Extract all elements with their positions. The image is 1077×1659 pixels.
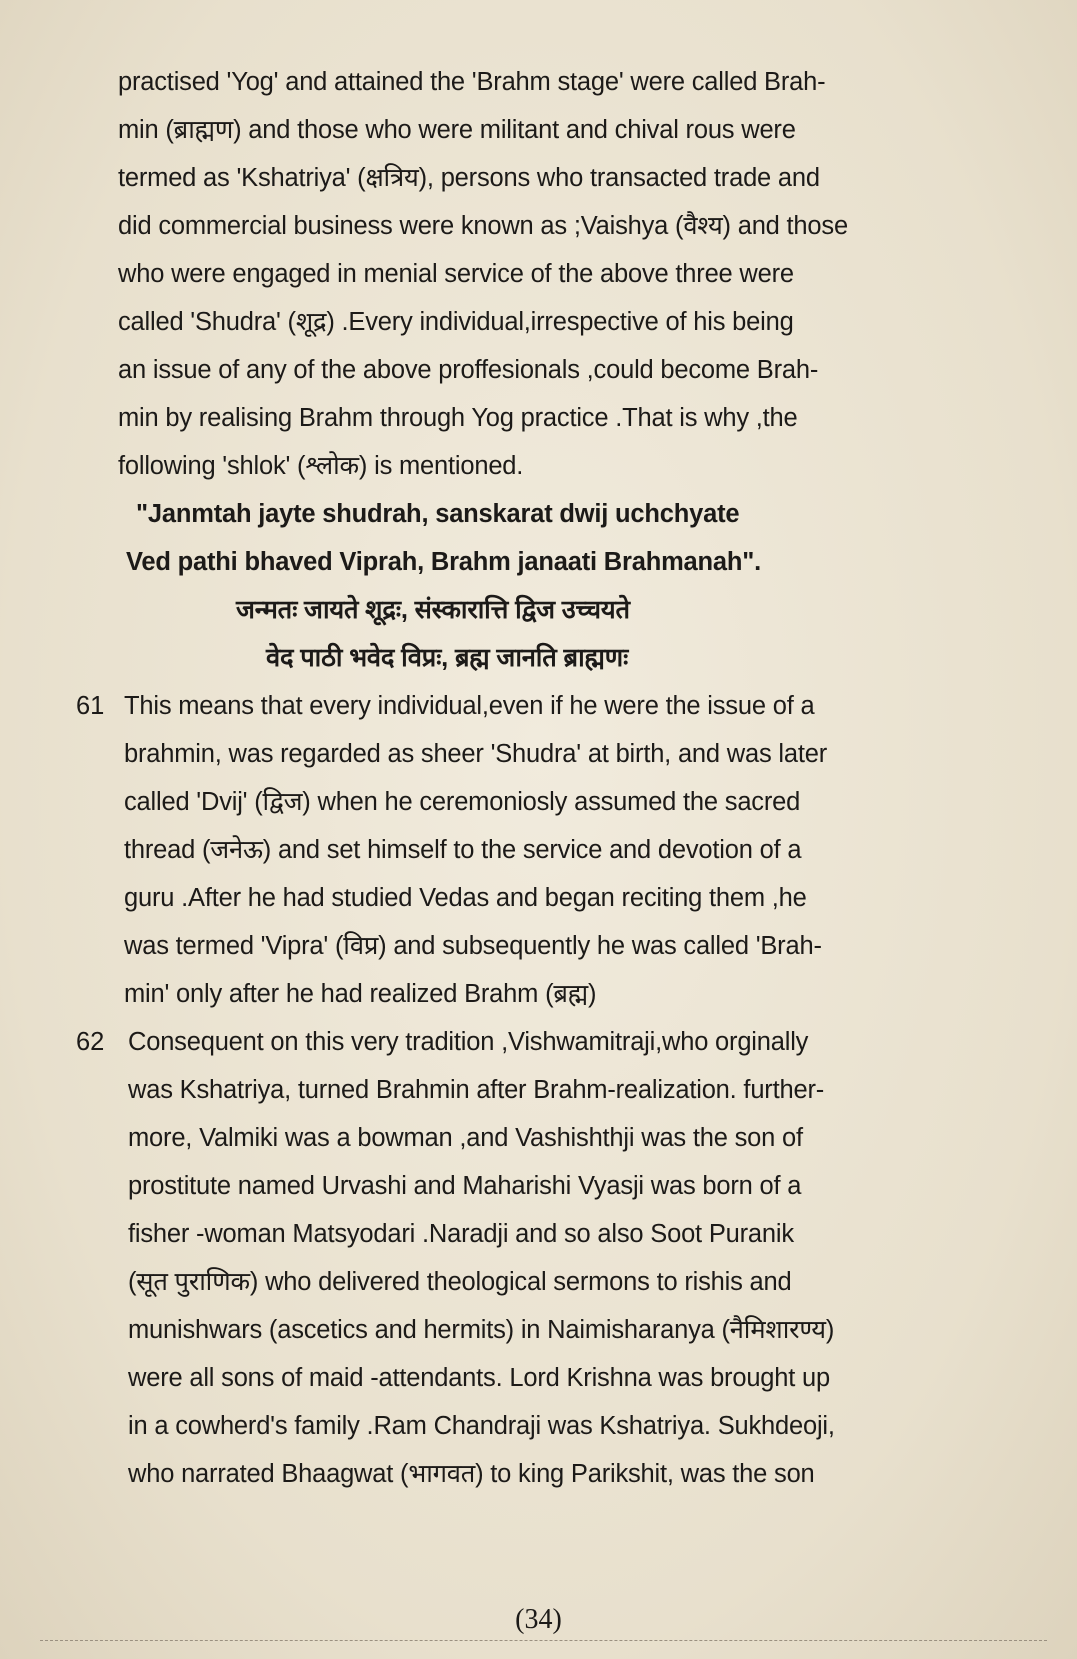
text-line: min' only after he had realized Brahm (ब्रह्म) [124,980,597,1008]
paragraph-number: 62 [76,1028,105,1056]
text-line: termed as 'Kshatriya' (क्षत्रिय), persons who transacted trade and [118,164,820,192]
text-line: called 'Shudra' (शूद्र) .Every individual,irrespective of his being [118,308,794,336]
text-line: Consequent on this very tradition ,Vishwamitraji,who orginally [128,1028,809,1056]
text-line: prostitute named Urvashi and Maharishi Vyasji was born of a [128,1172,802,1200]
shlok-devanagari-line: वेद पाठी भवेद विप्रः, ब्रह्म जानति ब्राह्मणः [266,644,629,672]
page-edge-rule [40,1640,1047,1641]
text-line: fisher -woman Matsyodari .Naradji and so also Soot Puranik [128,1220,794,1248]
text-line: in a cowherd's family .Ram Chandraji was Kshatriya. Sukhdeoji, [128,1412,835,1440]
text-line: who were engaged in menial service of the above three were [118,260,794,288]
text-line: more, Valmiki was a bowman ,and Vashishthji was the son of [128,1124,803,1152]
text-line: an issue of any of the above proffesionals ,could become Brah- [118,356,819,384]
text-line: following 'shlok' (श्लोक) is mentioned. [118,452,524,480]
shlok-devanagari-line: जन्मतः जायते शूद्रः, संस्कारात्ति द्विज उच्चयते [236,596,630,624]
shlok-roman-line: "Janmtah jayte shudrah, sanskarat dwij uchchyate [136,500,740,528]
text-line: was termed 'Vipra' (विप्र) and subsequently he was called 'Brah- [124,932,822,960]
text-line: brahmin, was regarded as sheer 'Shudra' at birth, and was later [124,740,828,768]
text-line: This means that every individual,even if he were the issue of a [124,692,815,720]
text-line: called 'Dvij' (द्विज) when he ceremoniosly assumed the sacred [124,788,801,816]
text-line: practised 'Yog' and attained the 'Brahm stage' were called Brah- [118,68,826,96]
text-line: who narrated Bhaagwat (भागवत) to king Parikshit, was the son [128,1460,815,1488]
text-line: were all sons of maid -attendants. Lord Krishna was brought up [128,1364,830,1392]
text-line: did commercial business were known as ;Vaishya (वैश्य) and those [118,212,848,240]
text-line: munishwars (ascetics and hermits) in Naimisharanya (नैमिशारण्य) [128,1316,835,1344]
text-line: (सूत पुराणिक) who delivered theological sermons to rishis and [128,1268,792,1296]
shlok-roman-line: Ved pathi bhaved Viprah, Brahm janaati Brahmanah". [126,548,762,576]
text-line: min by realising Brahm through Yog practice .That is why ,the [118,404,798,432]
text-line: min (ब्राह्मण) and those who were militant and chival rous were [118,116,796,144]
text-line: thread (जनेऊ) and set himself to the service and devotion of a [124,836,802,864]
paragraph-number: 61 [76,692,105,720]
text-line: was Kshatriya, turned Brahmin after Brahm-realization. further- [128,1076,825,1104]
page-number: (34) [515,1604,562,1635]
text-line: guru .After he had studied Vedas and began reciting them ,he [124,884,807,912]
